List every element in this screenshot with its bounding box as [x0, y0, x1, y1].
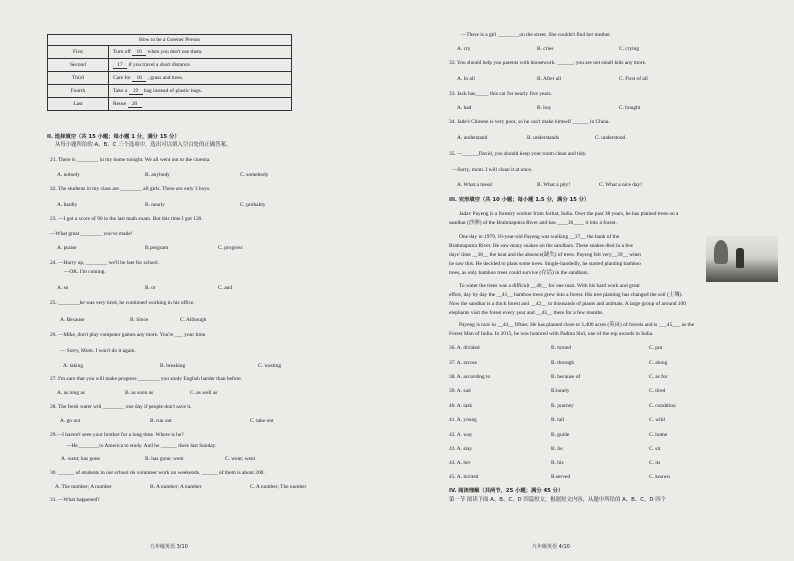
option: B. buy	[537, 105, 552, 111]
cloze-option: 41. A. young	[449, 417, 477, 423]
section-iv-subtitle: 第一节 阅读下面 A、B、C、D 四篇短文，根据短文内容，从题中所给的 A、B、C、D 四个	[449, 497, 667, 503]
question-35: 35. —______David, you should keep your room clean and tidy.	[449, 151, 587, 157]
table-row: First Turn off 16 when you don't use them.	[48, 46, 292, 59]
option: C. take out	[250, 418, 274, 424]
option: C. Although	[180, 317, 207, 323]
passage-line: elephants visit the forest every year and __43__ there for a few months.	[449, 310, 604, 316]
cloze-option: B. turned	[551, 345, 572, 351]
question-29-line2: —He________to America to study. And he ______ there last Sunday.	[66, 443, 217, 449]
option: A. nobody	[57, 172, 80, 178]
question-25: 25. ________he was very tired, he continued working in his office.	[50, 300, 195, 306]
question-24: 24. —Hurry up, ________ we'll be late for school.	[50, 260, 159, 266]
section-iii-title: III. 完形填空（共 10 小题；每小题 1.5 分，满分 15 分）	[449, 197, 590, 203]
question-24-line2: —OK. I'm coming.	[64, 269, 106, 275]
option: B. has gone; went	[145, 456, 184, 462]
passage-line: sandbar (沙洲) of the Brahmaputra River and has ____36____ it into a forest.	[449, 220, 617, 226]
question-32: 32. You should help you parents with housework. ______, you are not small kids any more.	[449, 60, 647, 66]
cloze-option: B. journey	[551, 403, 574, 409]
table-row: Third Care for 18 , grass and trees.	[48, 72, 292, 85]
option: A. The number; A number	[55, 484, 112, 490]
option: C. A number; The number	[250, 484, 307, 490]
question-23: 23. —I got a score of 90 in the last math exam. But this time I got 120.	[50, 216, 203, 222]
option: A. cry	[457, 46, 471, 52]
table-title: How to be a Greener Person	[48, 35, 292, 46]
option: A. taking	[63, 363, 84, 369]
question-22: 22. The students in my class are ________ all girls. There are only 3 boys.	[50, 186, 211, 192]
option: C. First of all	[619, 76, 648, 82]
passage-line: days' time __38__ the heat and the absence(缺失) of trees. Payeng felt very__39__ when	[449, 252, 641, 258]
option: C. somebody	[240, 172, 269, 178]
cloze-option: B. tall	[551, 417, 565, 423]
cloze-option: C. tired	[649, 388, 666, 394]
option: B. breaking	[160, 363, 186, 369]
section-iv-title: IV. 阅读理解（共两节，25 小题；满分 45 分）	[449, 488, 564, 494]
option: B. A number; A number	[150, 484, 202, 490]
option: C. bought	[619, 105, 641, 111]
cloze-option: C. home	[649, 432, 668, 438]
option: B. understands	[527, 135, 560, 141]
option: A. hardly	[57, 202, 78, 208]
passage-line: trees, as only bamboo trees could survive (存活) in the sandbars.	[449, 270, 589, 276]
passage-line: One day in 1979, 16-year-old Payeng was walking __37__ the bank of the	[459, 234, 620, 240]
option: C. crying	[619, 46, 640, 52]
greener-person-table	[47, 34, 292, 111]
option: A. praise	[57, 245, 77, 251]
option: C. as well as	[190, 390, 218, 396]
question-27: 27. I'm sure that you will make progress ________ you study English harder than before.	[50, 376, 243, 382]
section-ii-title: II. 选择填空（共 15 小题；每小题 1 分，满分 15 分）	[47, 134, 180, 140]
cloze-option: 43. A. stay	[449, 446, 473, 452]
question-26-line2: — Sorry, Mom. I won't do it again.	[60, 348, 136, 354]
option: C. and	[218, 285, 233, 291]
option: B. After all	[537, 76, 562, 82]
cloze-option: 37. A. across	[449, 360, 477, 366]
cloze-option: C. known	[649, 474, 670, 480]
question-21: 21. There is ________ in my home tonight. We all went out to the cinema.	[50, 157, 211, 163]
option: A. go out	[60, 418, 81, 424]
cloze-option: 38. A. according to	[449, 374, 491, 380]
question-33: 33. Jack has_____ this car for nearly five years.	[449, 91, 552, 97]
option: B. as soon as	[125, 390, 154, 396]
cloze-option: C. as for	[649, 374, 668, 380]
option: B. nearly	[145, 202, 165, 208]
cloze-option: C. condition	[649, 403, 676, 409]
passage-line: Jadav Payeng is a forestry worker from Jorhat, India. Over the past 38 years, he has planted trees on a	[459, 211, 679, 217]
option: A. What a mess!	[457, 182, 493, 188]
forest-man-photo	[706, 236, 778, 282]
option: B. Since	[130, 317, 149, 323]
option: B. run out	[150, 418, 172, 424]
question-35-line2: —Sorry, mom. I will clean it at once.	[452, 167, 533, 173]
cloze-option: B. lie	[551, 446, 563, 452]
option: C. understood	[595, 135, 626, 141]
table-row: Second 17 if you travel a short distance.	[48, 59, 292, 72]
page-footer: 九年级英语 4/10	[532, 544, 570, 550]
option: C. wasting	[258, 363, 282, 369]
cloze-option: C. put	[649, 345, 663, 351]
passage-line: Payeng is now in __44__ fifties. He has planted close to 1,400 acres (英亩) of forests and is ___45___ as the	[459, 322, 695, 328]
question-28: 28. The fresh water will ________ one day if people don't save it.	[50, 404, 192, 410]
cloze-option: B. his	[551, 460, 564, 466]
option: C. probably	[240, 202, 266, 208]
passage-line: Now the sandbar is a thick forest and __42__ to thousands of plants and animals. A large group of around 100	[449, 301, 686, 307]
cloze-option: B. because of	[551, 374, 581, 380]
cloze-option: B. through	[551, 360, 575, 366]
passage-line: Brahmaputra River. He saw many snakes on the sandbars. These snakes died in a few	[449, 243, 634, 249]
question-31-line2: —There is a girl ________on the street. She couldn't find her mother.	[461, 32, 611, 38]
section-ii-instructions: 从每小题所给的 A、B、C 三个选项中，选出可以填入空白处的正确答案。	[55, 142, 232, 148]
passage-line: effort, day by day the __41__ bamboo trees grew into a forest. His tree planting has changed the soil (土壤).	[449, 292, 683, 298]
option: A. understand	[457, 135, 488, 141]
question-34: 34. Jade's Chinese is very poor, so he can't make himself ______ in China.	[449, 119, 610, 125]
option: B. or	[145, 285, 156, 291]
cloze-option: 42. A. way	[449, 432, 473, 438]
option: B.program	[145, 245, 169, 251]
cloze-option: C. sit	[649, 446, 661, 452]
passage-line: To water the trees was a difficult __40__ for one man. With his hard work and great	[459, 283, 640, 289]
cloze-option: 39. A. sad	[449, 388, 471, 394]
option: A. as long as	[57, 390, 85, 396]
table-row: Last Reuse 20	[48, 98, 292, 111]
question-30: 30. ______ of students in our school do volunteer work on weekends. ______ of them is about 200.	[50, 470, 265, 476]
option: A. so	[57, 285, 69, 291]
option: B. cries	[537, 46, 554, 52]
table-row: Fourth Take a 19 bag instead of plastic bags.	[48, 85, 292, 98]
passage-line: Forest Man of India. In 2015, he was honored with Padma Shri, one of the top awards in India.	[449, 331, 654, 337]
passage-line: he saw this. He decided to plant some trees. Single-handedly, he started planting bamboo	[449, 261, 641, 267]
cloze-option: C. along	[649, 360, 668, 366]
option: B. What a pity!	[537, 182, 571, 188]
option: A. Because	[60, 317, 85, 323]
question-29: 29.—I haven't seen your brother for a long time. Where is he?	[50, 432, 184, 438]
cloze-option: B.lonely	[551, 388, 570, 394]
cloze-option: 45. A. invited	[449, 474, 479, 480]
page-footer: 九年级英语 3/10	[150, 544, 188, 550]
option: A. went; has gone	[61, 456, 100, 462]
cloze-option: C. wild	[649, 417, 665, 423]
cloze-option: B. guide	[551, 432, 570, 438]
cloze-option: 40. A. task	[449, 403, 473, 409]
option: C. What a nice day!	[599, 182, 642, 188]
cloze-option: 44. A. her	[449, 460, 471, 466]
option: C. progress	[218, 245, 243, 251]
cloze-option: C. its	[649, 460, 661, 466]
cloze-option: 36. A. divided	[449, 345, 480, 351]
cloze-option: B.served	[551, 474, 571, 480]
question-23-line2: —What great ________ you've made!	[50, 231, 133, 237]
option: C. went; went	[225, 456, 256, 462]
question-31: 31. —What happened?	[50, 497, 100, 503]
option: B. anybody	[145, 172, 170, 178]
option: A. had	[457, 105, 472, 111]
question-26: 26. —Mike, don't play computer games any more. You're ___ your time.	[50, 332, 207, 338]
option: A. In all	[457, 76, 475, 82]
